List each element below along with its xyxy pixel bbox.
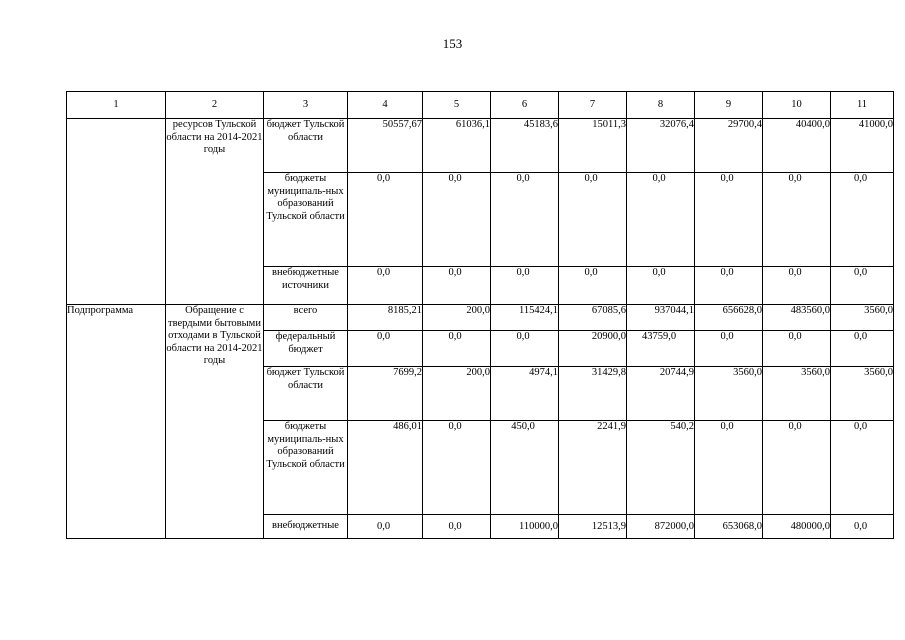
value-cell: 0,0	[763, 267, 831, 305]
funding-source-cell: федеральный бюджет	[264, 331, 348, 367]
funding-source-cell: бюджет Тульской области	[264, 367, 348, 421]
value-cell: 32076,4	[627, 119, 695, 173]
value-cell: 0,0	[695, 173, 763, 267]
funding-source-cell: всего	[264, 305, 348, 331]
column-header: 11	[831, 92, 894, 119]
value-cell: 0,0	[348, 515, 423, 539]
value-cell: 4974,1	[491, 367, 559, 421]
value-cell: 0,0	[348, 267, 423, 305]
value-cell: 0,0	[763, 421, 831, 515]
column-header: 8	[627, 92, 695, 119]
program-name-cell: Обращение с твердыми бытовыми отходами в Тульской области на 2014-2021 годы	[166, 305, 264, 539]
value-cell: 0,0	[695, 331, 763, 367]
value-cell: 31429,8	[559, 367, 627, 421]
value-cell: 0,0	[831, 267, 894, 305]
value-cell: 0,0	[763, 331, 831, 367]
value-cell: 540,2	[627, 421, 695, 515]
value-cell: 0,0	[423, 173, 491, 267]
column-header: 2	[166, 92, 264, 119]
table-row	[67, 305, 894, 331]
value-cell: 483560,0	[763, 305, 831, 331]
value-cell: 40400,0	[763, 119, 831, 173]
value-cell: 61036,1	[423, 119, 491, 173]
value-cell: 45183,6	[491, 119, 559, 173]
value-cell: 41000,0	[831, 119, 894, 173]
value-cell: 653068,0	[695, 515, 763, 539]
value-cell: 0,0	[627, 173, 695, 267]
value-cell: 0,0	[423, 421, 491, 515]
value-cell: 0,0	[695, 267, 763, 305]
value-cell: 29700,4	[695, 119, 763, 173]
value-cell: 0,0	[423, 515, 491, 539]
budget-table	[66, 91, 894, 539]
value-cell: 3560,0	[763, 367, 831, 421]
column-header: 9	[695, 92, 763, 119]
value-cell: 200,0	[423, 305, 491, 331]
header-row	[67, 92, 894, 119]
column-header: 5	[423, 92, 491, 119]
funding-source-cell: бюджет Тульской области	[264, 119, 348, 173]
funding-source-cell: внебюджетные	[264, 515, 348, 539]
value-cell: 0,0	[763, 173, 831, 267]
value-cell: 7699,2	[348, 367, 423, 421]
value-cell: 0,0	[423, 331, 491, 367]
value-cell: 0,0	[831, 331, 894, 367]
funding-source-cell: внебюджетные источники	[264, 267, 348, 305]
column-header: 1	[67, 92, 166, 119]
column-header: 7	[559, 92, 627, 119]
value-cell: 3560,0	[695, 367, 763, 421]
value-cell: 0,0	[348, 173, 423, 267]
value-cell: 0,0	[559, 267, 627, 305]
value-cell: 0,0	[491, 173, 559, 267]
value-cell: 0,0	[559, 173, 627, 267]
value-cell: 0,0	[491, 267, 559, 305]
value-cell: 486,01	[348, 421, 423, 515]
value-cell: 50557,67	[348, 119, 423, 173]
value-cell: 937044,1	[627, 305, 695, 331]
value-cell: 8185,21	[348, 305, 423, 331]
value-cell: 0,0	[831, 421, 894, 515]
value-cell: 0,0	[831, 173, 894, 267]
value-cell: 2241,9	[559, 421, 627, 515]
value-cell: 67085,6	[559, 305, 627, 331]
value-cell: 43759,0	[627, 331, 695, 367]
value-cell: 0,0	[695, 421, 763, 515]
value-cell: 200,0	[423, 367, 491, 421]
value-cell: 0,0	[831, 515, 894, 539]
value-cell: 20744,9	[627, 367, 695, 421]
value-cell: 20900,0	[559, 331, 627, 367]
value-cell: 115424,1	[491, 305, 559, 331]
column-header: 4	[348, 92, 423, 119]
table-row	[67, 119, 894, 173]
value-cell: 0,0	[627, 267, 695, 305]
column-header: 3	[264, 92, 348, 119]
value-cell: 480000,0	[763, 515, 831, 539]
value-cell: 872000,0	[627, 515, 695, 539]
value-cell: 450,0	[491, 421, 559, 515]
value-cell: 15011,3	[559, 119, 627, 173]
program-type-cell: Подпрограмма	[67, 305, 166, 539]
value-cell: 0,0	[423, 267, 491, 305]
value-cell: 656628,0	[695, 305, 763, 331]
page-number: 153	[442, 36, 463, 51]
value-cell: 0,0	[348, 331, 423, 367]
column-header: 6	[491, 92, 559, 119]
program-name-cell: ресурсов Тульской области на 2014-2021 годы	[166, 119, 264, 305]
value-cell: 3560,0	[831, 367, 894, 421]
program-type-cell	[67, 119, 166, 305]
funding-source-cell: бюджеты муниципаль-ных образований Тульской области	[264, 173, 348, 267]
value-cell: 110000,0	[491, 515, 559, 539]
funding-source-cell: бюджеты муниципаль-ных образований Тульской области	[264, 421, 348, 515]
value-cell: 12513,9	[559, 515, 627, 539]
column-header: 10	[763, 92, 831, 119]
value-cell: 0,0	[491, 331, 559, 367]
value-cell: 3560,0	[831, 305, 894, 331]
